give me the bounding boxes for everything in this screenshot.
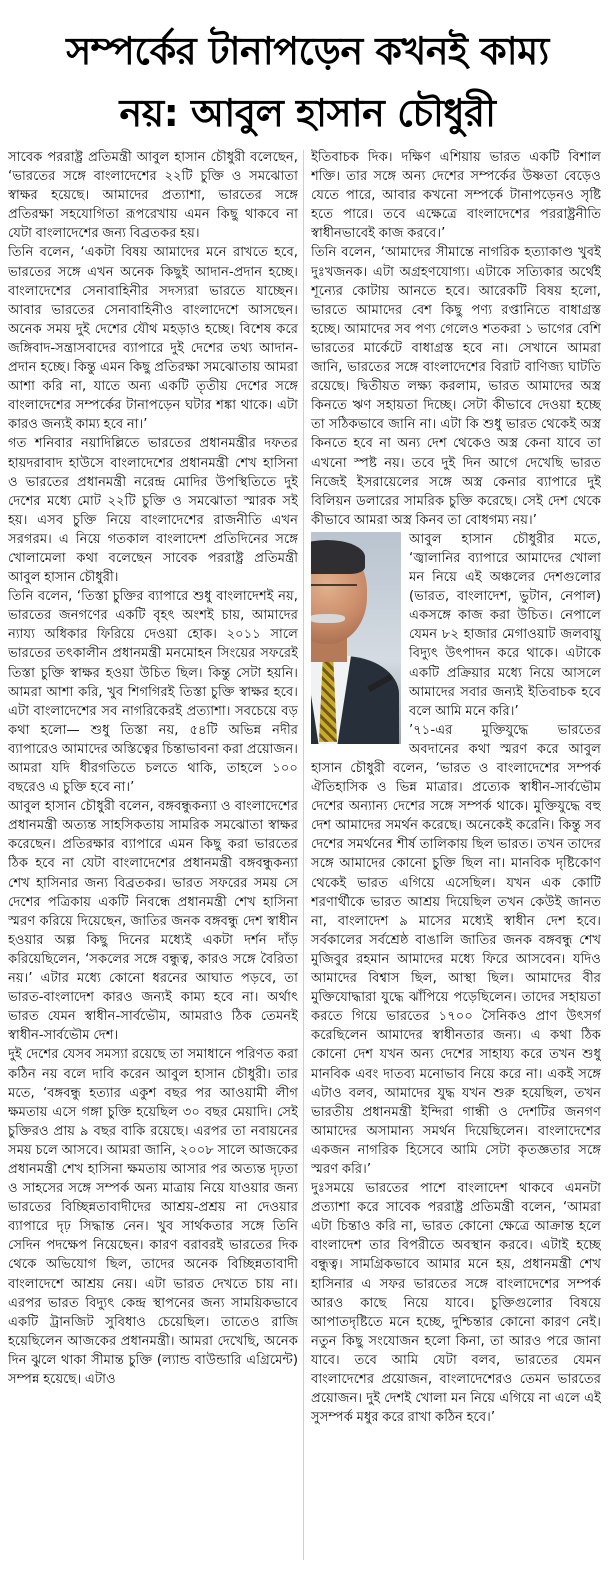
paragraph: ইতিবাচক দিক। দক্ষিণ এশিয়ায় ভারত একটি বিশাল শক্তি। তার সঙ্গে অন্য দেশের সম্পর্কের উষ্ণতা বেড়েও যেতে পারে, আবার কখনো সম্পর্কে টানাপড়েনও সৃষ্টি হতে পারে। তবে এক্ষেত্রে বাংলাদেশের পররাষ্ট্রনীতি স্বাধীনভাবেই কাজ করবে।’ bbox=[311, 150, 601, 242]
headline-line-1: সম্পর্কের টানাপড়েন কখনই কাম্য bbox=[66, 29, 549, 73]
paragraph: দুই দেশের যেসব সমস্যা রয়েছে তা সমাধানে পরিণত করা কঠিন নয় বলে দাবি করেন আবুল হাসান চৌধুরী। তার মতে, ‘বঙ্গবন্ধু হত্যার একুশ বছর পর আওয়ামী লীগ ক্ষমতায় এসে গঙ্গা চুক্তি হয়েছিল ৩০ বছর মেয়াদি। সেই চুক্তিরও প্রায় ৯ বছর বাকি রয়েছে। এরপর তা নবায়নের সময় চলে আসবে। আমরা জানি, ২০০৮ সালে আজকের প্রধানমন্ত্রী শেখ হাসিনা ক্ষমতায় আসার পর অত্যন্ত দৃঢ়তা ও সাহসের সঙ্গে সম্পর্ক অন্য মাত্রায় নিয়ে যাওয়ার জন্য ভারতের বিচ্ছিন্নতাবাদীদের আশ্রয়-প্রশ্রয় না দেওয়ার ব্যাপারে দৃঢ় সিদ্ধান্ত নেন। খুব সার্থকতার সঙ্গে তিনি সেদিন পদক্ষেপ নিয়েছেন। কারণ বরাবরই ভারতের দিক থেকে অভিযোগ ছিল, তাদের অনেক বিচ্ছিন্নতাবাদী বাংলাদেশে আশ্রয় নেয়। এটা ভারত দেখতে চায় না। এরপর ভারত বিদ্যুৎ কেন্দ্র স্থাপনের জন্য সাময়িকভাবে একটি ট্রানজিট সুবিধাও চেয়েছিল। তাতেও রাজি হয়েছিলেন আজকের প্রধানমন্ত্রী। আমরা দেখেছি, অনেক দিন ঝুলে থাকা সীমান্ত চুক্তি (ল্যান্ড বাউন্ডারি এগ্রিমেন্ট) সম্পন্ন হয়েছে। এটাও bbox=[8, 1047, 298, 1387]
headline-line-2: নয়: আবুল হাসান চৌধুরী bbox=[119, 91, 496, 135]
paragraph: সাবেক পররাষ্ট্র প্রতিমন্ত্রী আবুল হাসান চৌধুরী বলেছেন, ‘ভারতের সঙ্গে বাংলাদেশের ২২টি চুক্তি ও সমঝোতা স্বাক্ষর হয়েছে। আমাদের প্রত্যাশা, ভারতের সঙ্গে প্রতিরক্ষা সহযোগিতা রূপরেখায় এমন কিছু থাকবে না যেটা বাংলাদেশের জন্য বিব্রতকর হয়। bbox=[8, 150, 298, 242]
paragraph: ’৭১-এর মুক্তিযুদ্ধে ভারতের অবদানের কথা স্মরণ করে আবুল হাসান চৌধুরী বলেন, ‘ভারত ও বাংলাদেশের সম্পর্ক ঐতিহাসিক ও ভিন্ন মাত্রার। প্রত্যেক স্বাধীন-সার্বভৌম দেশের অন্যান্য দেশের সঙ্গে সম্পর্ক থাকে। মুক্তিযুদ্ধে বহু দেশ আমাদের সমর্থন করেছে। অনেকেই করেনি। কিন্তু সব দেশের সমর্থনের শীর্ষ তালিকায় ছিল ভারত। তখন তাদের সঙ্গে আমাদের কোনো চুক্তি ছিল না। মানবিক দৃষ্টিকোণ থেকেই ভারত এগিয়ে এসেছিল। যখন এক কোটি শরণার্থীকে ভারত আশ্রয় দিয়েছিল তখন কেউই জানত না, বাংলাদেশ ৯ মাসের মধ্যেই স্বাধীন দেশ হবে। সর্বকালের সর্বশ্রেষ্ঠ বাঙালি জাতির জনক বঙ্গবন্ধু শেখ মুজিবুর রহমান আমাদের মধ্যে ফিরে আসবেন। যদিও আমাদের বিশ্বাস ছিল, আস্থা ছিল। আমাদের বীর মুক্তিযোদ্ধারা যুদ্ধে ঝাঁপিয়ে পড়েছিলেন। তাদের সহায়তা করতে গিয়ে ভারতের ১৭০০ সৈনিকও প্রাণ উৎসর্গ করেছিলেন আমাদের স্বাধীনতার জন্য। এ কথা ঠিক কোনো দেশ যখন অন্য দেশের সাহায্য করে তখন শুধু মানবিক এবং দাতব্য মনোভাব নিয়ে করে না। একই সঙ্গে এটাও বলব, আমাদের যুদ্ধ যখন শুরু হয়েছিল, তখন ভারতীয় প্রধানমন্ত্রী ইন্দিরা গান্ধী ও দেশটির জনগণ আমাদের অসামান্য সমর্থন দিয়েছিলেন। বাংলাদেশের একজন নাগরিক হিসেবে আমি সেটা কৃতজ্ঞতার সঙ্গে স্মরণ করি।’ bbox=[311, 722, 601, 1177]
article-column-left bbox=[8, 148, 298, 1568]
column-divider bbox=[303, 150, 304, 1560]
headline bbox=[8, 20, 607, 144]
paragraph: দুঃসময়ে ভারতের পাশে বাংলাদেশ থাকবে এমনটা প্রত্যাশা করে সাবেক পররাষ্ট্র প্রতিমন্ত্রী বলেন, ‘আমরা এটা চিন্তাও করি না, ভারত কোনো ক্ষেত্রে আক্রান্ত হলে বাংলাদেশ তার বিপরীতে অবস্থান করবে। এটাই হচ্ছে বন্ধুত্ব। সামগ্রিকভাবে আমার মনে হয়, প্রধানমন্ত্রী শেখ হাসিনার এ সফর ভারতের সঙ্গে বাংলাদেশের সম্পর্ক আরও কাছে নিয়ে যাবে। চুক্তিগুলোর বিষয়ে আপাতদৃষ্টিতে মনে হচ্ছে, দুশ্চিন্তার কোনো কারণ নেই। নতুন কিছু সংযোজন হলো কিনা, তা আরও পরে জানা যাবে। তবে আমি যেটা বলব, ভারতের যেমন বাংলাদেশের প্রয়োজন, বাংলাদেশেরও তেমন ভারতের প্রয়োজন। দুই দেশই খোলা মন নিয়ে এগিয়ে না এলে এই সুসম্পর্ক মধুর করে রাখা কঠিন হবে।’ bbox=[311, 1181, 601, 1426]
paragraph: আবুল হাসান চৌধুরীর মতে, ‘জ্বালানির ব্যাপারে আমাদের খোলা মন নিয়ে এই অঞ্চলের দেশগুলোর (ভারত, বাংলাদেশ, ভুটান, নেপাল) একসঙ্গে কাজ করা উচিত। নেপালে যেমন ৮২ হাজার মেগাওয়াট জলবায়ু বিদ্যুৎ উৎপাদন করে থাকে। এটাকে একটি প্রক্রিয়ার মধ্যে নিয়ে আসলে আমাদের সবার জন্যই ইতিবাচক হবে বলে আমি মনে করি।’ bbox=[409, 531, 601, 719]
paragraph: গত শনিবার নয়াদিল্লিতে ভারতের প্রধানমন্ত্রীর দফতর হায়দরাবাদ হাউসে বাংলাদেশের প্রধানমন্ত্রী শেখ হাসিনা ও ভারতের প্রধানমন্ত্রী নরেন্দ্র মোদির উপস্থিতিতে দুই দেশের মধ্যে মোট ২২টি চুক্তি ও সমঝোতা স্মারক সই হয়। এসব চুক্তি নিয়ে বাংলাদেশের রাজনীতি এখন সরগরম। এ নিয়ে গতকাল বাংলাদেশ প্রতিদিনের সঙ্গে খোলামেলা কথা বলেছেন সাবেক পররাষ্ট্র প্রতিমন্ত্রী আবুল হাসান চৌধুরী। bbox=[8, 436, 298, 586]
paragraph: আবুল হাসান চৌধুরী বলেন, বঙ্গবন্ধুকন্যা ও বাংলাদেশের প্রধানমন্ত্রী অত্যন্ত সাহসিকতায় সামরিক সমঝোতা স্বাক্ষর করেছেন। প্রতিরক্ষার ব্যাপারে এমন কিছু করা ভারতের ঠিক হবে না যেটা বাংলাদেশের প্রধানমন্ত্রী বঙ্গবন্ধুকন্যা শেখ হাসিনার জন্য বিব্রতকর। ভারত সফরের সময় সে দেশের পত্রিকায় একটি নিবন্ধে প্রধানমন্ত্রী শেখ হাসিনা স্মরণ করিয়ে দিয়েছেন, জাতির জনক বঙ্গবন্ধু দেশ স্বাধীন হওয়ার অল্প কিছু দিনের মধ্যেই একটা দর্শন দাঁড় করিয়েছিলেন, ‘সকলের সঙ্গে বন্ধুত্ব, কারও সঙ্গে বৈরিতা নয়।’ এটার মধ্যে কোনো ধরনের আঘাত পড়বে, তা ভারত-বাংলাদেশ কারও জন্যই কাম্য হবে না। অর্থাৎ ভারত যেমন স্বাধীন-সার্বভৌম, আমরাও ঠিক তেমনই স্বাধীন-সার্বভৌম দেশ। bbox=[8, 799, 298, 1044]
paragraph: তিনি বলেন, ‘একটা বিষয় আমাদের মনে রাখতে হবে, ভারতের সঙ্গে এখন অনেক কিছুই আদান-প্রদান হচ্ছে। বাংলাদেশের সেনাবাহিনীর সদস্যরা ভারতে যাচ্ছেন। আবার ভারতের সেনাবাহিনীও বাংলাদেশে আসছেন। অনেক সময় দুই দেশের যৌথ মহড়াও হচ্ছে। বিশেষ করে জঙ্গিবাদ-সন্ত্রাসবাদের ব্যাপারে দুই দেশের তথ্য আদান-প্রদান হচ্ছে। কিন্তু এমন কিছু প্রতিরক্ষা সমঝোতায় আমরা আশা করি না, যাতে অন্য একটি তৃতীয় দেশের সঙ্গে বাংলাদেশের সম্পর্কের টানাপড়েন ঘটার শঙ্কা থাকে। এটা কারও জন্যই কাম্য হবে না।’ bbox=[8, 245, 298, 433]
paragraph: তিনি বলেন, ‘আমাদের সীমান্তে নাগরিক হত্যাকাণ্ড খুবই দুঃখজনক। এটা অগ্রহণযোগ্য। এটাকে সত্যিকার অর্থেই শূন্যের কোটায় আনতে হবে। আরেকটি বিষয় হলো, ভারতে আমাদের বেশ কিছু পণ্য রপ্তানিতে বাধাগ্রস্ত হচ্ছে। আমাদের সব পণ্য গেলেও শতকরা ১ ভাগের বেশি ভারতের মার্কেটে বাধাগ্রস্ত হবে না। সেখানে আমরা জানি, ভারতের সঙ্গে বাংলাদেশের বিরাট বাণিজ্য ঘাটতি রয়েছে। দ্বিতীয়ত লক্ষ্য করলাম, ভারত আমাদের অস্ত্র কিনতে ঋণ সহায়তা দিচ্ছে। সেটা কীভাবে দেওয়া হচ্ছে তা সঠিকভাবে জানি না। এটা কি শুধু ভারত থেকেই অস্ত্র কিনতে হবে না অন্য দেশ থেকেও অস্ত্র কেনা যাবে তা এখনো স্পষ্ট নয়। তবে দুই দিন আগে দেখেছি ভারত নিজেই ইসরায়েলের সঙ্গে অস্ত্র কেনার ব্যাপারে দুই বিলিয়ন ডলারের সামরিক চুক্তি করেছে। সেই দেশ থেকে কীভাবে আমরা অস্ত্র কিনব তা বোধগম্য নয়।’ bbox=[311, 245, 601, 528]
portrait-photo bbox=[311, 532, 401, 744]
paragraph: তিনি বলেন, ‘তিস্তা চুক্তির ব্যাপারে শুধু বাংলাদেশই নয়, ভারতের জনগণের একটি বৃহৎ অংশই চায়, আমাদের ন্যায্য অধিকার ফিরিয়ে দেওয়া হোক। ২০১১ সালে ভারতের তৎকালীন প্রধানমন্ত্রী মনমোহন সিংয়ের সফরেই তিস্তা চুক্তি স্বাক্ষর হওয়া উচিত ছিল। কিন্তু সেটা হয়নি। আমরা আশা করি, খুব শিগগিরই তিস্তা চুক্তি স্বাক্ষর হবে। এটা বাংলাদেশের সব নাগরিকেরই প্রত্যাশা। সবচেয়ে বড় কথা হলো— শুধু তিস্তা নয়, ৫৪টি অভিন্ন নদীর ব্যাপারেও আমাদের অস্তিত্বের চিন্তাভাবনা করা প্রয়োজন। আমরা যদি ধীরগতিতে চলতে থাকি, তাহলে ১০০ বছরেও এ চুক্তি হবে না।’ bbox=[8, 589, 298, 796]
article-column-right bbox=[311, 148, 601, 1568]
